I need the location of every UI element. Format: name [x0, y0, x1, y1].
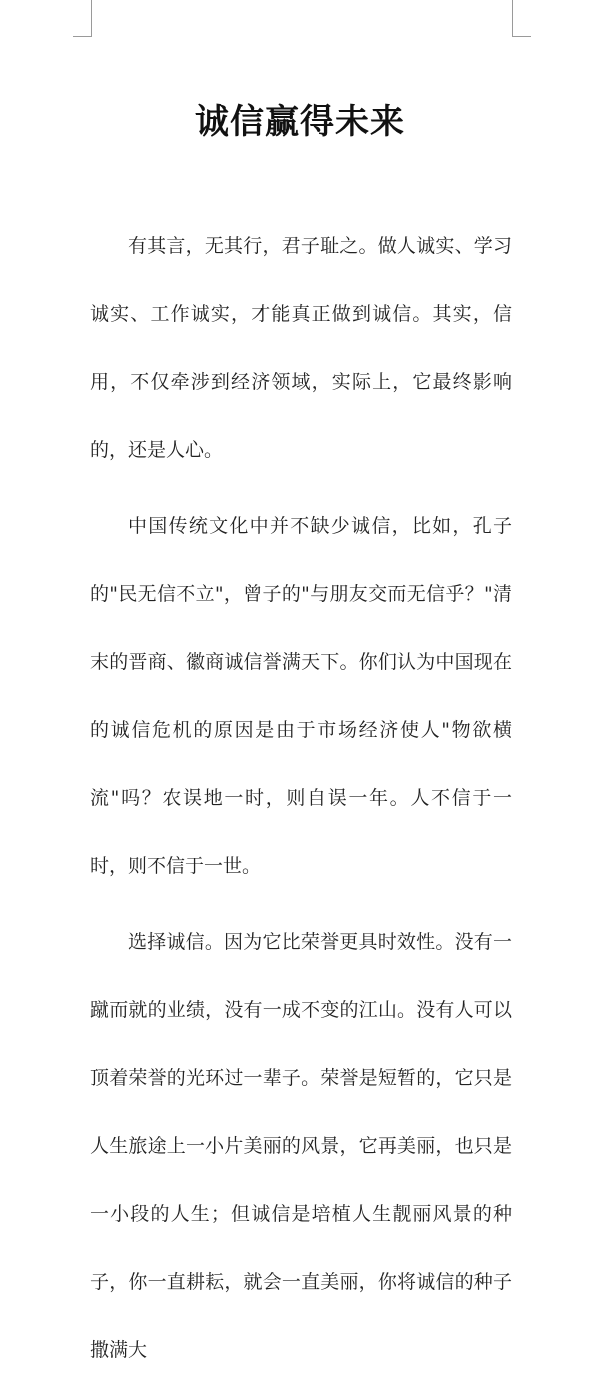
- document-title: 诚信赢得未来: [195, 102, 405, 142]
- paragraph-2: 中国传统文化中并不缺少诚信，比如，孔子的"民无信不立"，曾子的"与朋友交而无信乎？"清末的晋商、徽商诚信誉满天下。你们认为中国现在的诚信危机的原因是由于市场经济使人"物欲横流"吗？农误地一时，则自误一年。人不信于一时，则不信于一世。: [90, 515, 512, 877]
- margin-corner-mark-left: [73, 0, 92, 37]
- paragraph-3: 选择诚信。因为它比荣誉更具时效性。没有一蹴而就的业绩，没有一成不变的江山。没有人可以顶着荣誉的光环过一辈子。荣誉是短暂的，它只是人生旅途上一小片美丽的风景，它再美丽，也只是一小段的人生；但诚信是培植人生靓丽风景的种子，你一直耕耘，就会一直美丽，你将诚信的种子撒满大: [90, 931, 512, 1361]
- paragraph-1: 有其言，无其行，君子耻之。做人诚实、学习诚实、工作诚实，才能真正做到诚信。其实，信用，不仅牵涉到经济领域，实际上，它最终影响的，还是人心。: [90, 235, 512, 461]
- document-body: [90, 212, 512, 1392]
- margin-corner-mark-right: [512, 0, 531, 37]
